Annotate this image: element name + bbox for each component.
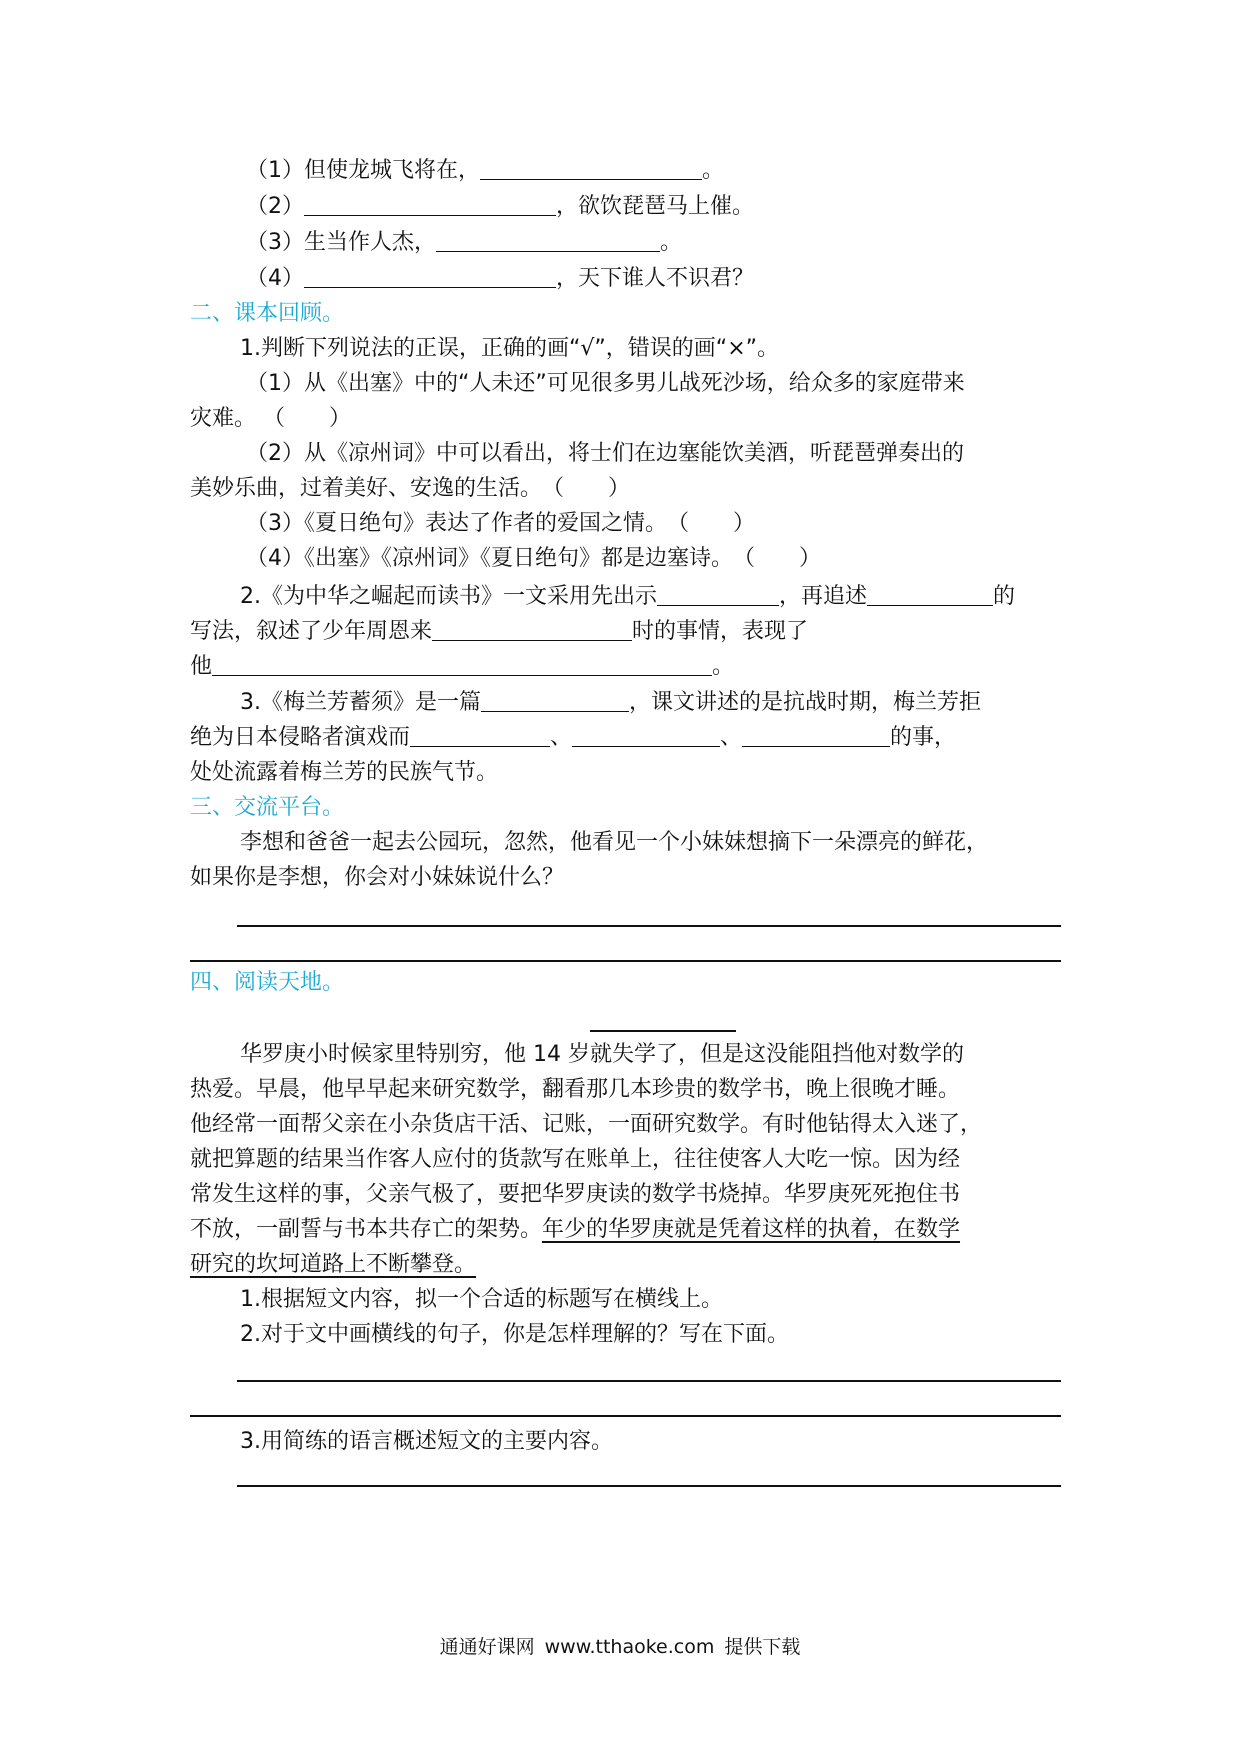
section-heading-2: 二、课本回顾。	[190, 301, 345, 326]
footer-note: 提供下载	[724, 1636, 801, 1658]
judge-item-2-line1: （2）从《凉州词》中可以看出，将士们在边塞能饮美酒，听琵琶弹奏出的	[246, 441, 964, 466]
q2-line2	[190, 617, 808, 647]
answer-line[interactable]	[237, 1380, 1061, 1382]
q3-text-c: 绝为日本侵略者演戏而	[190, 725, 411, 750]
title-blank[interactable]	[590, 1030, 736, 1032]
poem-fill-2-suffix: ，欲饮琵琶马上催。	[556, 194, 755, 219]
q3-text-f: 的事，	[890, 725, 957, 750]
q2-text-e: 时的事情，表现了	[632, 619, 809, 644]
answer-line[interactable]	[190, 1415, 1061, 1417]
answer-blank[interactable]	[481, 689, 629, 712]
reading-q3: 3.用简练的语言概述短文的主要内容。	[240, 1429, 613, 1454]
poem-fill-4-suffix: ，天下谁人不识君？	[556, 266, 755, 291]
section-heading-3: 三、交流平台。	[190, 795, 345, 820]
q3-line2	[190, 723, 956, 753]
reading-q2: 2.对于文中画横线的句子，你是怎样理解的？写在下面。	[240, 1322, 789, 1347]
poem-fill-4	[246, 264, 754, 294]
answer-line[interactable]	[237, 925, 1061, 927]
poem-fill-3	[246, 228, 682, 258]
judge-item-1-line1: （1）从《出塞》中的“人未还”可见很多男儿战死沙场，给众多的家庭带来	[246, 371, 965, 396]
q2-text-g: 。	[712, 654, 735, 679]
judge-item-1-line2: 灾难。 （ ）	[190, 406, 351, 431]
section-heading-4: 四、阅读天地。	[190, 970, 345, 995]
judge-item-2-line2: 美妙乐曲，过着美好、安逸的生活。 （ ）	[190, 476, 631, 501]
judge-item-4: （4）《出塞》《凉州词》《夏日绝句》都是边塞诗。 （ ）	[246, 546, 821, 571]
judge-intro: 1.判断下列说法的正误，正确的画“√”，错误的画“×”。	[240, 336, 780, 361]
poem-fill-3-suffix: 。	[660, 230, 683, 255]
q3-text-a: 3.《梅兰芳蓄须》是一篇	[240, 690, 481, 715]
passage-line-2: 热爱。早晨，他早早起来研究数学，翻看那几本珍贵的数学书，晚上很晚才睡。	[190, 1077, 961, 1102]
q2-text-c: 的	[993, 584, 1016, 609]
page-footer	[0, 1632, 1240, 1659]
judge-item-3: （3）《夏日绝句》表达了作者的爱国之情。 （ ）	[246, 511, 755, 536]
q2-line3	[190, 652, 734, 682]
poem-fill-3-prefix: （3）生当作人杰，	[246, 230, 436, 255]
passage-line-1: 华罗庚小时候家里特别穷，他 14 岁就失学了，但是这没能阻挡他对数学的	[240, 1042, 964, 1067]
reading-q1: 1.根据短文内容，拟一个合适的标题写在横线上。	[240, 1287, 723, 1312]
q2-line1	[240, 582, 1015, 612]
q3-line1	[240, 688, 981, 718]
answer-blank[interactable]	[410, 724, 550, 747]
passage-line-5: 常发生这样的事，父亲气极了，要把华罗庚读的数学书烧掉。华罗庚死死抱住书	[190, 1182, 961, 1207]
answer-blank[interactable]	[742, 724, 890, 747]
answer-blank[interactable]	[212, 653, 712, 676]
q2-text-f: 他	[190, 654, 213, 679]
poem-fill-2	[246, 192, 754, 222]
answer-blank[interactable]	[304, 265, 556, 288]
q2-text-d: 写法，叙述了少年周恩来	[190, 619, 433, 644]
answer-blank[interactable]	[432, 618, 632, 641]
passage-line-3: 他经常一面帮父亲在小杂货店干活、记账，一面研究数学。有时他钻得太入迷了，	[190, 1112, 983, 1137]
passage-line-6	[190, 1215, 960, 1245]
q3-text-b: ，课文讲述的是抗战时期，梅兰芳拒	[629, 690, 982, 715]
answer-blank[interactable]	[436, 229, 660, 252]
answer-blank[interactable]	[657, 583, 779, 606]
answer-blank[interactable]	[572, 724, 720, 747]
q3-text-e: 、	[720, 725, 743, 750]
passage-line-7: 研究的坎坷道路上不断攀登。	[190, 1252, 477, 1277]
answer-blank[interactable]	[480, 157, 702, 180]
poem-fill-1-suffix: 。	[702, 158, 725, 183]
exchange-prompt-line2: 如果你是李想，你会对小妹妹说什么？	[190, 865, 565, 890]
footer-site-name: 通通好课网	[439, 1636, 535, 1658]
passage-line-4: 就把算题的结果当作客人应付的货款写在账单上，往往使客人大吃一惊。因为经	[190, 1147, 961, 1172]
exchange-prompt-line1: 李想和爸爸一起去公园玩，忽然，他看见一个小妹妹想摘下一朵漂亮的鲜花，	[240, 830, 989, 855]
poem-fill-4-prefix: （4）	[246, 266, 304, 291]
poem-fill-1	[246, 156, 724, 186]
q3-line3: 处处流露着梅兰芳的民族气节。	[190, 760, 499, 785]
q3-text-d: 、	[550, 725, 573, 750]
footer-url[interactable]: www.tthaoke.com	[544, 1636, 715, 1658]
underlined-sentence: 年少的华罗庚就是凭着这样的执着，在数学	[542, 1217, 961, 1242]
answer-line[interactable]	[237, 1485, 1061, 1487]
passage-text: 不放，一副誓与书本共存亡的架势。	[190, 1217, 543, 1242]
q2-text-a: 2.《为中华之崛起而读书》一文采用先出示	[240, 584, 657, 609]
q2-text-b: ，再追述	[779, 584, 868, 609]
poem-fill-1-prefix: （1）但使龙城飞将在，	[246, 158, 480, 183]
answer-line[interactable]	[190, 960, 1061, 962]
answer-blank[interactable]	[304, 193, 556, 216]
poem-fill-2-prefix: （2）	[246, 194, 304, 219]
answer-blank[interactable]	[867, 583, 993, 606]
